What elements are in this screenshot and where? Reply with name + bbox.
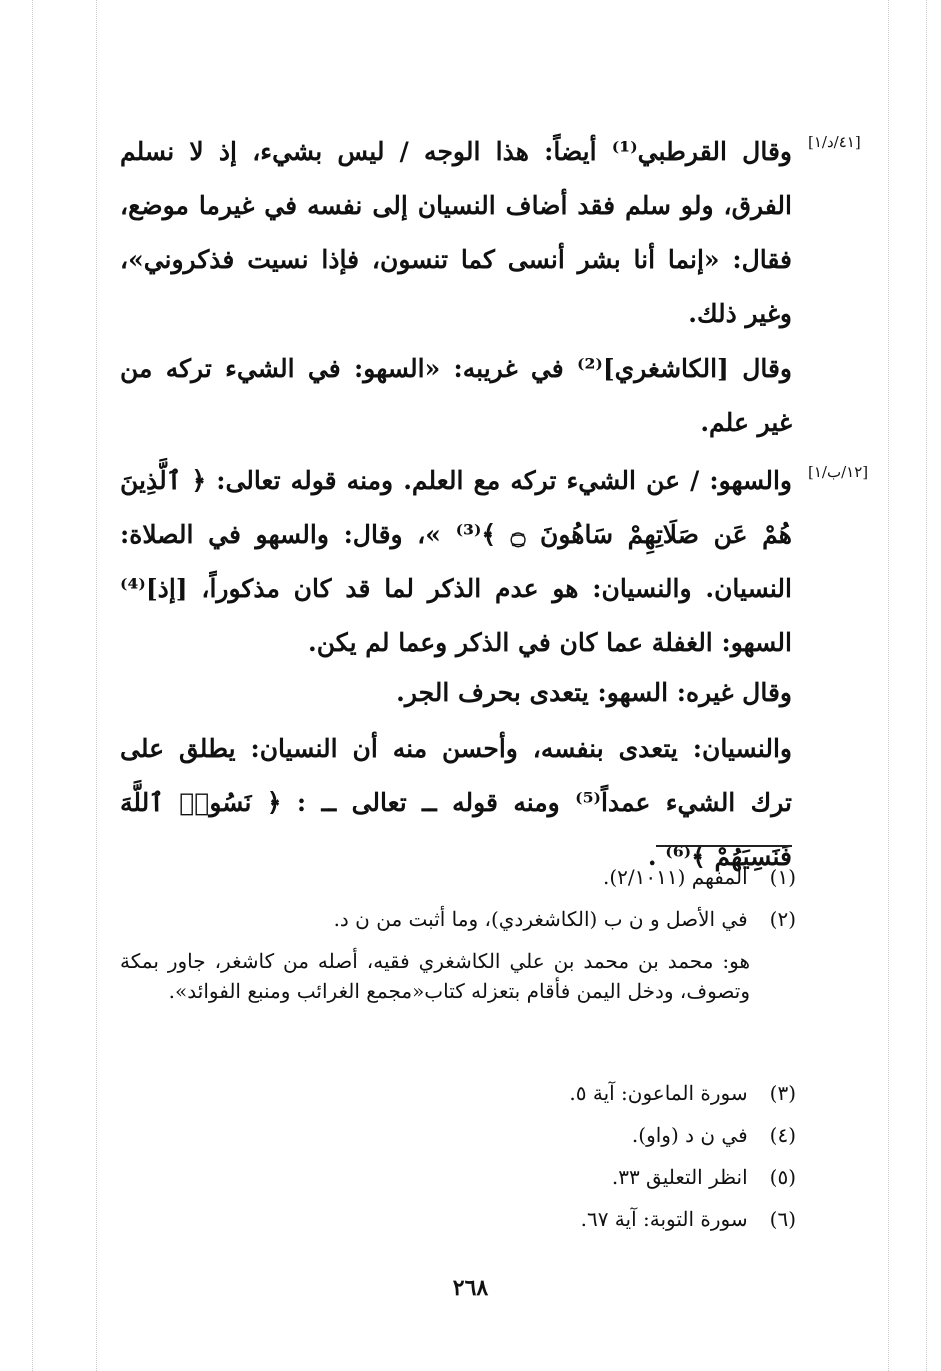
footnote-4 — [120, 1120, 796, 1150]
footnote-6 — [120, 1204, 796, 1234]
manuscript-ref-2: [١٢/ب/١] — [808, 463, 869, 481]
footnote-number: (١) — [769, 865, 796, 889]
footnote-text: سورة التوبة: آية ٦٧. — [580, 1207, 748, 1231]
footnote-text: سورة الماعون: آية ٥. — [569, 1081, 748, 1105]
footnote-5 — [120, 1162, 796, 1192]
margin-guide-right-outer — [926, 0, 927, 1371]
page-number: ٢٦٨ — [452, 1275, 489, 1301]
manuscript-ref-1: [٤١/د/١] — [808, 133, 861, 151]
paragraph-3: والسهو: / عن الشيء تركه مع العلم. ومنه قوله تعالى: ﴿ ٱلَّذِينَ هُمْ عَن صَلَاتِهِمْ سَاهُونَ ۝ ﴾⁽³⁾ »، وقال: والسهو في الصلاة: النسيان. والنسيان: هو عدم الذكر لما قد كان مذكوراً، [إذ]⁽⁴⁾ السهو: الغفلة عما كان في الذكر وعما لم يكن. — [120, 466, 792, 657]
footnote-number: (٢) — [769, 907, 796, 931]
footnote-text: انظر التعليق ٣٣. — [611, 1165, 748, 1189]
footnote-text: في ن د (واو). — [631, 1123, 748, 1147]
footnote-number: (٣) — [769, 1081, 796, 1105]
footnote-number: (٦) — [769, 1207, 796, 1231]
footnote-3 — [120, 1078, 796, 1108]
paragraph-4: وقال غيره: السهو: يتعدى بحرف الجر. — [396, 678, 792, 707]
footnote-number: (٤) — [769, 1123, 796, 1147]
paragraph-1: وقال القرطبي⁽¹⁾ أيضاً: هذا الوجه / ليس بشيء، إذ لا نسلم الفرق، ولو سلم فقد أضاف النسيان إلى نفسه في غيرما موضع، فقال: «إنما أنا بشر أنسى كما تنسون، فإذا نسيت فذكروني»، وغير ذلك. — [120, 137, 792, 328]
paragraph-2: وقال [الكاشغري]⁽²⁾ في غريبه: «السهو: في الشيء تركه من غير علم. — [120, 354, 793, 437]
footnote-text: في الأصل و ن ب (الكاشغردي)، وما أثبت من ن د. — [333, 907, 748, 931]
footnote-2 — [120, 904, 796, 934]
margin-guide-left-inner — [96, 0, 97, 1371]
footnote-2-continuation: هو: محمد بن محمد بن علي الكاشغري فقيه، أصله من كاشغر، جاور بمكة وتصوف، ودخل اليمن فأقام بتعزله كتاب«مجمع الغرائب ومنبع الفوائد». — [120, 949, 750, 1003]
margin-guide-right-inner — [888, 0, 889, 1371]
footnote-text: المفهم (٢/١٠١١). — [602, 865, 748, 889]
footnote-separator — [656, 845, 792, 847]
footnote-number: (٥) — [769, 1165, 796, 1189]
footnote-1 — [120, 862, 796, 892]
paragraph-5: والنسيان: يتعدى بنفسه، وأحسن منه أن النسيان: يطلق على ترك الشيء عمداً⁽⁵⁾ ومنه قوله ــ تعالى ــ : ﴿ نَسُوا۟ ٱللَّهَ فَنَسِيَهُمْ ﴾⁽⁶⁾ . — [120, 734, 792, 871]
margin-guide-left-outer — [32, 0, 33, 1371]
